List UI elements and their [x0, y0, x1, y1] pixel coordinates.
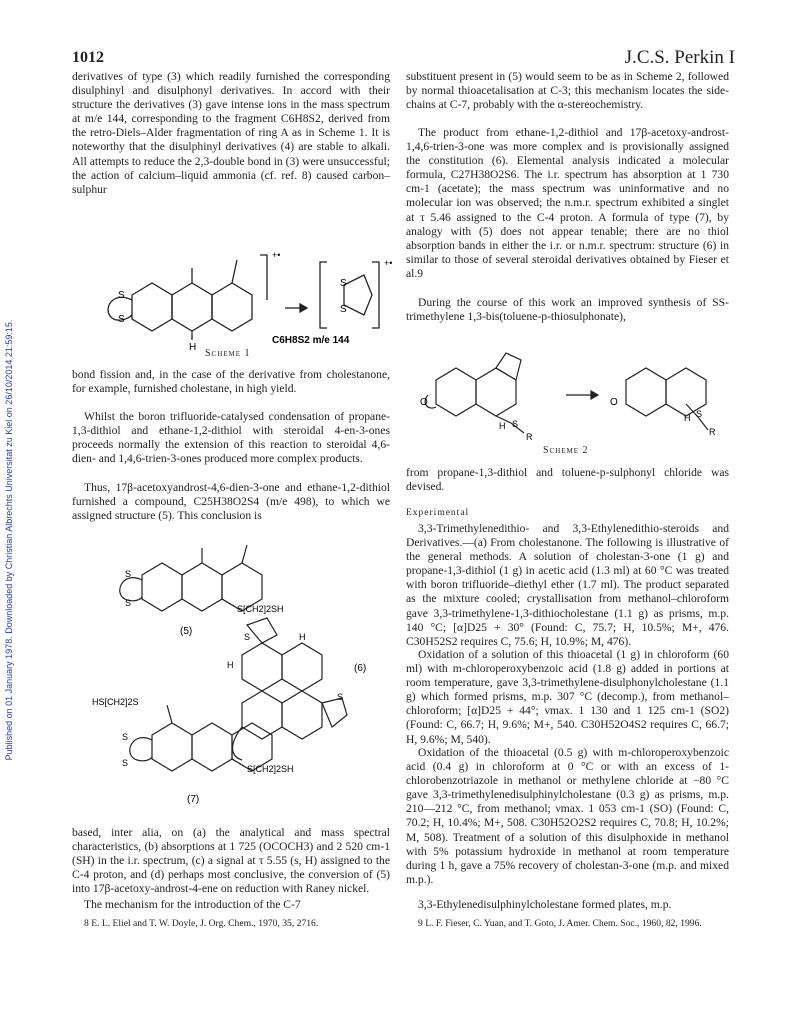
svg-text:R: R: [526, 432, 533, 440]
experimental-2: Oxidation of a solution of this thioacetal (1 g) in chloroform (60 ml) with m-chloroperoxybenzoic acid (1.8 g) added in portions at room temperature, gave 3,3-trimethylene-disulphonylcholestane (1.1 g) which formed prisms, m.p. 307 °C (decomp.), from methanol–chloroform; [α]D25 + 44°; νmax. 1 130 and 1 125 cm-1 (SO2) (Found: C, 66.7; H, 9.6%; M+, 540. C30H52O4S2 requires C, 66.7; H, 9.6%; M, 540).: [406, 648, 729, 746]
scheme1-charge1: +•: [272, 250, 281, 260]
experimental-1: 3,3-Trimethylenedithio- and 3,3-Ethylenedithio-steroids and Derivatives.—(a) From cholestanone. The following is illustrative of the general methods. A solution of cholestan-3-one (1 g) and propane-1,3-dithiol (1 g) in acetic acid (1.3 ml) at 60 °C was treated with boron trifluoride–diethyl ether (1.7 ml). The product separated as the mixture cooled; crystallisation from methanol–chloroform gave 3,3-trimethylene-1,3-dithiocholestane (1.1 g) as prisms, m.p. 140 °C; [α]D25 + 30° (Found: C, 75.7; H, 10.5%; M+, 476. C30H52S2 requires C, 75.6; H, 10.9%; M, 476).: [406, 522, 729, 648]
scheme1-s4: S: [340, 304, 347, 315]
svg-text:H: H: [684, 413, 691, 423]
left-footnote: 8 E. L. Eliel and T. W. Doyle, J. Org. Chem., 1970, 35, 2716.: [84, 918, 319, 929]
svg-text:S: S: [122, 758, 129, 768]
right-paragraph-4: from propane-1,3-dithiol and toluene-p-sulphonyl chloride was devised.: [406, 466, 729, 494]
svg-text:R: R: [709, 427, 716, 437]
structure5-label: (5): [180, 626, 193, 637]
left-paragraph-1: derivatives of type (3) which readily furnished the corresponding disulphinyl and disulphonyl derivatives. In accord with their structure the derivatives (3) gave intense ions in the mass spectrum at m/e 144, corresponding to the fragment C6H8S2, derived from the retro-Diels–Alder fragmentation of ring A as in Scheme 1. It is noteworthy that the disulphinyl derivatives (4) are stable to alkali. All attempts to reduce the 2,3-double bond in (3) were unsuccessful; the action of calcium–liquid ammonia (cf. ref. 8) caused carbon–sulphur: [72, 70, 390, 196]
right-footnote: 9 L. F. Fieser, C. Yuan, and T. Goto, J. Amer. Chem. Soc., 1960, 82, 1996.: [418, 918, 702, 929]
right-paragraph-2: The product from ethane-1,2-dithiol and 17β-acetoxy-androst-1,4,6-trien-3-one was more complex and is provisionally assigned the constitution (6). Elemental analysis indicated a molecular formula, C27H38O2S6. The i.r. spectrum has absorption at 1 730 cm-1 (acetate); the mass spectrum was uninformative and no molecular ion was observed; the n.m.r. spectrum exhibited a singlet at τ 5.46 assigned to the C-4 proton. A formula of type (7), by analogy with (5) does not appear tenable; there are no thiol absorption bands in either the i.r. or n.m.r. spectrum: structure (6) in similar to those of several steroidal derivatives obtained by Fieser et al.9: [406, 126, 729, 280]
scheme1-s3: S: [340, 278, 347, 289]
svg-text:S: S: [125, 569, 132, 579]
svg-text:H: H: [499, 421, 506, 431]
structure7-label: (7): [187, 794, 200, 805]
page-number: 1012: [72, 49, 104, 66]
svg-text:S: S: [512, 419, 519, 429]
scheme1-charge2: +•: [384, 258, 392, 268]
scheme1-s1: S: [118, 290, 125, 301]
structure7-chain-top: HS[CH2]2S: [92, 697, 139, 707]
scheme2-caption: Scheme 2: [543, 445, 589, 456]
svg-text:H: H: [227, 660, 234, 670]
right-paragraph-1: substituent present in (5) would seem to be as in Scheme 2, followed by normal thioacetalisation at C-3; this mechanism locates the side-chains at C-7, probably with the α-stereochemistry.: [406, 70, 729, 112]
structure7-chain: S[CH2]2SH: [247, 764, 294, 774]
structures-5-6-7: [92, 540, 392, 820]
svg-text:O: O: [610, 397, 618, 408]
svg-text:S: S: [244, 632, 251, 642]
download-notice: Published on 01 January 1978. Downloaded by Christian Albrechts Universitat zu Kiel on 26/10/2014 21:59:15.: [4, 319, 14, 761]
scheme1-h: H: [189, 342, 197, 353]
experimental-3: Oxidation of the thioacetal (0.5 g) with m-chloroperoxybenzoic acid (0.4 g) in chloroform at 0 °C or with an excess of 1-chlorobenzotriazole in methanol or methylene chloride at −80 °C gave 3,3-trimethylenedisulphinylcholestane (0.3 g) as prisms, m.p. 210—212 °C, from methanol; νmax. 1 053 cm-1 (SO) (Found: C, 70.2; H, 10.4%; M+, 508. C30H52O2S2 requires C, 70.8; H, 10.2%; M, 508). Treatment of a solution of this disulphoxide in methanol with 5% potassium hydroxide in methanol at room temperature during 1 h, gave a 75% recovery of cholestan-3-one (m.p. and mixed m.p.).: [406, 746, 729, 886]
left-paragraph-3: Whilst the boron trifluoride-catalysed condensation of propane-1,3-dithiol and ethane-1,2-dithiol with steroidal 4-en-3-ones proceeds normally the extension of this reaction to steroidal 4,6-dien- and 1,4,6-trien-3-ones produced more complex products.: [72, 410, 390, 466]
left-paragraph-6: The mechanism for the introduction of the C-7: [84, 898, 301, 911]
left-paragraph-5: based, inter alia, on (a) the analytical and mass spectral characteristics, (b) absorptions at 1 725 (OCOCH3) and 2 520 cm-1 (SH) in the i.r. spectrum, (c) a signal at τ 5.55 (s, H) assigned to the C-4 proton, and (d) perhaps most conclusive, the conversion of (5) into 17β-acetoxy-androst-4-ene on reduction with Raney nickel.: [72, 826, 390, 896]
experimental-4: 3,3-Ethylenedisulphinylcholestane formed plates, m.p.: [418, 898, 672, 911]
journal-title: J.C.S. Perkin I: [624, 47, 735, 68]
scheme2-figure: [416, 345, 716, 440]
structure6-label: (6): [354, 663, 367, 674]
structure5-chain: S[CH2]2SH: [237, 604, 284, 614]
scheme1-figure: [92, 240, 392, 360]
svg-text:S: S: [337, 692, 344, 702]
scheme1-s2: S: [118, 314, 125, 325]
left-paragraph-4: Thus, 17β-acetoxyandrost-4,6-dien-3-one and ethane-1,2-dithiol furnished a compound, C25H38O2S4 (m/e 498), to which we assigned structure (5). This conclusion is: [72, 481, 390, 523]
right-paragraph-3: During the course of this work an improved synthesis of SS-trimethylene 1,3-bis(toluene-p-thiosulphonate),: [406, 296, 729, 324]
svg-text:S: S: [696, 409, 703, 419]
svg-text:H: H: [299, 632, 306, 642]
svg-text:O: O: [420, 397, 428, 408]
left-paragraph-2: bond fission and, in the case of the derivative from cholestanone, for example, furnished cholestane, in high yield.: [72, 368, 390, 396]
svg-text:S: S: [122, 732, 129, 742]
svg-text:S: S: [125, 598, 132, 608]
section-heading: Experimental: [406, 508, 470, 518]
scheme1-caption: Scheme 1: [205, 348, 251, 359]
scheme1-fragment: C6H8S2 m/e 144: [272, 335, 350, 346]
